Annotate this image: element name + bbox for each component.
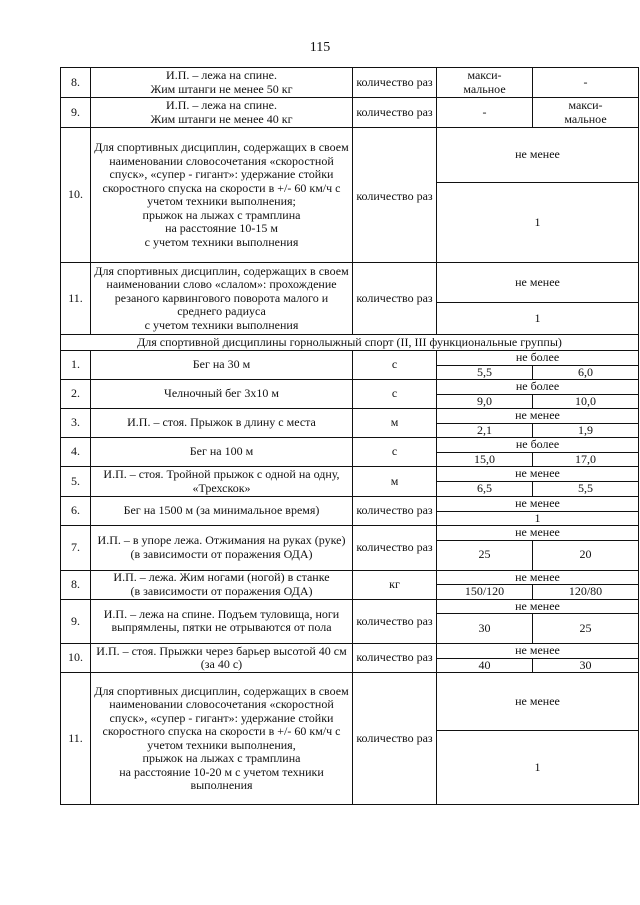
unit-cell: количество раз bbox=[353, 98, 437, 128]
value-cell: 30 bbox=[437, 614, 533, 644]
norm-label: не менее bbox=[437, 467, 639, 482]
value-cell: макси- мальное bbox=[533, 98, 639, 128]
value-cell: 9,0 bbox=[437, 394, 533, 409]
table-row bbox=[61, 673, 639, 731]
table-row bbox=[61, 467, 639, 482]
value-cell: - bbox=[533, 68, 639, 98]
table-row bbox=[61, 98, 639, 128]
row-number: 9. bbox=[61, 599, 91, 644]
row-number: 6. bbox=[61, 497, 91, 526]
unit-cell: с bbox=[353, 351, 437, 380]
value-cell: макси- мальное bbox=[437, 68, 533, 98]
norm-label: не менее bbox=[437, 497, 639, 512]
table-row bbox=[61, 497, 639, 512]
norm-label: не более bbox=[437, 438, 639, 453]
exercise-description: И.П. – в упоре лежа. Отжимания на руках (руке) (в зависимости от поражения ОДА) bbox=[91, 526, 353, 571]
unit-cell: кг bbox=[353, 570, 437, 599]
unit-cell: количество раз bbox=[353, 68, 437, 98]
exercise-description: И.П. – стоя. Прыжок в длину с места bbox=[91, 409, 353, 438]
table-row bbox=[61, 380, 639, 395]
page-number: 115 bbox=[309, 40, 331, 55]
value-cell: 6,5 bbox=[437, 482, 533, 497]
unit-cell: количество раз bbox=[353, 644, 437, 673]
value-cell: 25 bbox=[437, 540, 533, 570]
exercise-description: Челночный бег 3х10 м bbox=[91, 380, 353, 409]
norm-label: не менее bbox=[437, 526, 639, 541]
value-cell: 150/120 bbox=[437, 585, 533, 600]
norm-label: не менее bbox=[437, 570, 639, 585]
unit-cell: количество раз bbox=[353, 128, 437, 263]
value-cell: 1 bbox=[437, 511, 639, 526]
row-number: 2. bbox=[61, 380, 91, 409]
value-cell: 1 bbox=[437, 303, 639, 335]
exercise-description: Для спортивных дисциплин, содержащих в своем наименовании словосочетания «скоростной спуск», «супер - гигант»: удержание стойки скоростного спуска на скорости в +/- 60 км/ч с учетом техники выполнения, прыжок на лыжах с трамплина на расстояние 10-20 м с учетом техники выполнения bbox=[91, 673, 353, 805]
row-number: 4. bbox=[61, 438, 91, 467]
table-row bbox=[61, 570, 639, 585]
table-row bbox=[61, 263, 639, 303]
exercise-description: И.П. – лежа на спине. Подъем туловища, ноги выпрямлены, пятки не отрываются от пола bbox=[91, 599, 353, 644]
value-cell: 15,0 bbox=[437, 452, 533, 467]
norm-label: не менее bbox=[437, 599, 639, 614]
row-number: 8. bbox=[61, 570, 91, 599]
row-number: 11. bbox=[61, 673, 91, 805]
unit-cell: количество раз bbox=[353, 526, 437, 571]
unit-cell: с bbox=[353, 438, 437, 467]
value-cell: 30 bbox=[533, 658, 639, 673]
norm-label: не менее bbox=[437, 673, 639, 731]
unit-cell: м bbox=[353, 409, 437, 438]
norm-label: не менее bbox=[437, 128, 639, 183]
row-number: 8. bbox=[61, 68, 91, 98]
value-cell: 1 bbox=[437, 731, 639, 805]
table-row bbox=[61, 644, 639, 659]
value-cell: 17,0 bbox=[533, 452, 639, 467]
exercise-description: И.П. – стоя. Прыжки через барьер высотой 40 см (за 40 с) bbox=[91, 644, 353, 673]
value-cell: 1,9 bbox=[533, 423, 639, 438]
value-cell: 6,0 bbox=[533, 365, 639, 380]
value-cell: 10,0 bbox=[533, 394, 639, 409]
table-row bbox=[61, 409, 639, 424]
table-row bbox=[61, 599, 639, 614]
value-cell: 40 bbox=[437, 658, 533, 673]
exercise-description: Бег на 30 м bbox=[91, 351, 353, 380]
row-number: 10. bbox=[61, 128, 91, 263]
row-number: 5. bbox=[61, 467, 91, 497]
exercise-description: Бег на 1500 м (за минимальное время) bbox=[91, 497, 353, 526]
exercise-description: И.П. – лежа на спине. Жим штанги не менее 40 кг bbox=[91, 98, 353, 128]
section-header-row bbox=[61, 335, 639, 351]
value-cell: 1 bbox=[437, 183, 639, 263]
row-number: 3. bbox=[61, 409, 91, 438]
exercise-description: И.П. – стоя. Тройной прыжок с одной на одну, «Трехскок» bbox=[91, 467, 353, 497]
unit-cell: количество раз bbox=[353, 263, 437, 335]
row-number: 10. bbox=[61, 644, 91, 673]
unit-cell: количество раз bbox=[353, 497, 437, 526]
row-number: 9. bbox=[61, 98, 91, 128]
unit-cell: количество раз bbox=[353, 599, 437, 644]
exercise-description: Для спортивных дисциплин, содержащих в своем наименовании слово «слалом»: прохождение резаного карвингового поворота малого и среднего радиуса с учетом техники выполнения bbox=[91, 263, 353, 335]
value-cell: - bbox=[437, 98, 533, 128]
value-cell: 5,5 bbox=[533, 482, 639, 497]
table-row bbox=[61, 68, 639, 98]
row-number: 1. bbox=[61, 351, 91, 380]
exercise-description: Для спортивных дисциплин, содержащих в своем наименовании словосочетания «скоростной спуск», «супер - гигант»: удержание стойки скоростного спуска на скорости в +/- 60 км/ч с учетом техники выполнения; прыжок на лыжах с трамплина на расстояние 10-15 м с учетом техники выполнения bbox=[91, 128, 353, 263]
norm-label: не менее bbox=[437, 263, 639, 303]
norm-label: не более bbox=[437, 351, 639, 366]
row-number: 7. bbox=[61, 526, 91, 571]
exercise-description: И.П. – лежа. Жим ногами (ногой) в станке (в зависимости от поражения ОДА) bbox=[91, 570, 353, 599]
value-cell: 20 bbox=[533, 540, 639, 570]
norm-label: не менее bbox=[437, 409, 639, 424]
norm-label: не менее bbox=[437, 644, 639, 659]
section-title: Для спортивной дисциплины горнолыжный спорт (II, III функциональные группы) bbox=[61, 335, 639, 351]
table-row bbox=[61, 351, 639, 366]
standards-table bbox=[60, 67, 639, 805]
norm-label: не более bbox=[437, 380, 639, 395]
unit-cell: с bbox=[353, 380, 437, 409]
unit-cell: количество раз bbox=[353, 673, 437, 805]
exercise-description: И.П. – лежа на спине. Жим штанги не менее 50 кг bbox=[91, 68, 353, 98]
unit-cell: м bbox=[353, 467, 437, 497]
value-cell: 25 bbox=[533, 614, 639, 644]
value-cell: 2,1 bbox=[437, 423, 533, 438]
table-row bbox=[61, 128, 639, 183]
exercise-description: Бег на 100 м bbox=[91, 438, 353, 467]
table-row bbox=[61, 526, 639, 541]
value-cell: 5,5 bbox=[437, 365, 533, 380]
row-number: 11. bbox=[61, 263, 91, 335]
table-row bbox=[61, 438, 639, 453]
value-cell: 120/80 bbox=[533, 585, 639, 600]
